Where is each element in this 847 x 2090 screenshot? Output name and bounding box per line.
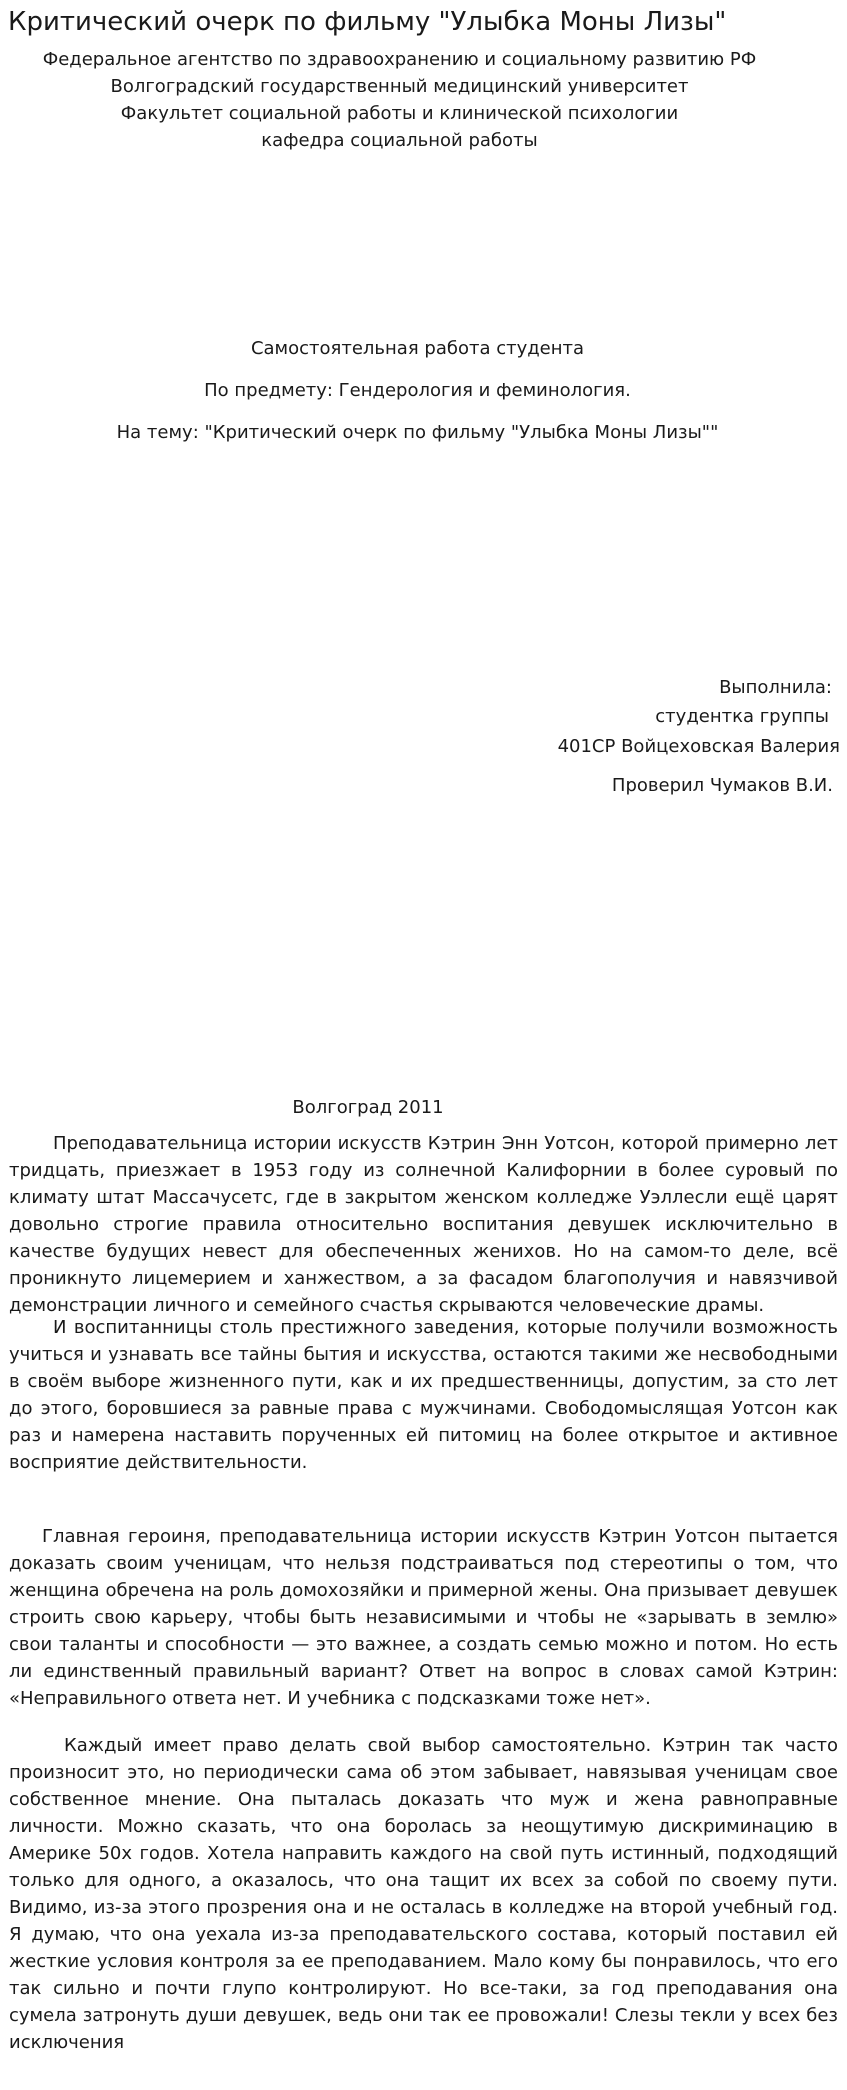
- institution-line-agency: Федеральное агентство по здравоохранению и социальному развитию РФ: [42, 49, 757, 70]
- essay-paragraph-2: И воспитанницы столь престижного заведения, которые получили возможность учиться и узнавать все тайны бытия и искусства, остаются такими же несвободными в своём выборе жизненного пути, как и их предшественницы, допустим, за сто лет до этого, боровшиеся за равные права с мужчинами. Свободомыслящая Уотсон как раз и намерена наставить порученных ей питомиц на более открытое и активное восприятие действительности.: [9, 1317, 838, 1473]
- institution-line-faculty: Факультет социальной работы и клинической психологии: [120, 103, 679, 124]
- author-label: Выполнила:: [719, 677, 832, 698]
- author-name: 401СР Войцеховская Валерия: [557, 736, 840, 757]
- work-type: Самостоятельная работа студента: [250, 338, 585, 359]
- work-info: [0, 328, 841, 454]
- institution-header: [0, 46, 823, 154]
- document-title: Критический очерк по фильму "Улыбка Моны Лизы": [8, 7, 727, 37]
- city-year: Волгоград 2011: [292, 1097, 444, 1118]
- institution-line-department: кафедра социальной работы: [261, 130, 538, 151]
- work-subject: По предмету: Гендерология и феминология.: [204, 380, 631, 401]
- work-topic: На тему: "Критический очерк по фильму "Улыбка Моны Лизы"": [116, 422, 719, 443]
- essay-paragraph-1: Преподавательница истории искусств Кэтрин Энн Уотсон, которой примерно лет тридцать, приезжает в 1953 году из солнечной Калифорнии в более суровый по климату штат Массачусетс, где в закрытом женском колледже Уэллесли ещё царят довольно строгие правила относительно воспитания девушек исключительно в качестве будущих невест для обеспеченных женихов. Но на самом-то деле, всё проникнуто лицемерием и ханжеством, а за фасадом благополучия и навязчивой демонстрации личного и семейного счастья скрываются человеческие драмы.: [9, 1133, 838, 1316]
- author-group-label: студентка группы: [655, 706, 829, 727]
- essay-paragraph-3: Главная героиня, преподавательница истории искусств Кэтрин Уотсон пытается доказать своим ученицам, что нельзя подстраиваться под стереотипы о том, что женщина обречена на роль домохозяйки и примерной жены. Она призывает девушек строить свою карьеру, чтобы быть независимыми и чтобы не «зарывать в землю» свои таланты и способности — это важнее, а создать семью можно и потом. Но есть ли единственный правильный вариант? Ответ на вопрос в словах самой Кэтрин: «Неправильного ответа нет. И учебника с подсказками тоже нет».: [9, 1526, 838, 1709]
- checked-by: Проверил Чумаков В.И.: [611, 775, 833, 796]
- institution-line-university: Волгоградский государственный медицинский университет: [110, 76, 689, 97]
- essay-paragraph-4: Каждый имеет право делать свой выбор самостоятельно. Кэтрин так часто произносит это, но периодически сама об этом забывает, навязывая ученицам свое собственное мнение. Она пыталась доказать что муж и жена равноправные личности. Можно сказать, что она боролась за неощутимую дискриминацию в Америке 50х годов. Хотела направить каждого на свой путь истинный, подходящий только для одного, а оказалось, что она тащит их всех за собой по своему пути. Видимо, из-за этого прозрения она и не осталась в колледже на второй учебный год. Я думаю, что она уехала из-за преподавательского состава, который поставил ей жесткие условия контроля за ее преподаванием. Мало кому бы понравилось, что его так сильно и почти глупо контролируют. Но все-таки, за год преподавания она сумела затронуть души девушек, ведь они так ее провожали! Слезы текли у всех без исключения: [9, 1735, 838, 2053]
